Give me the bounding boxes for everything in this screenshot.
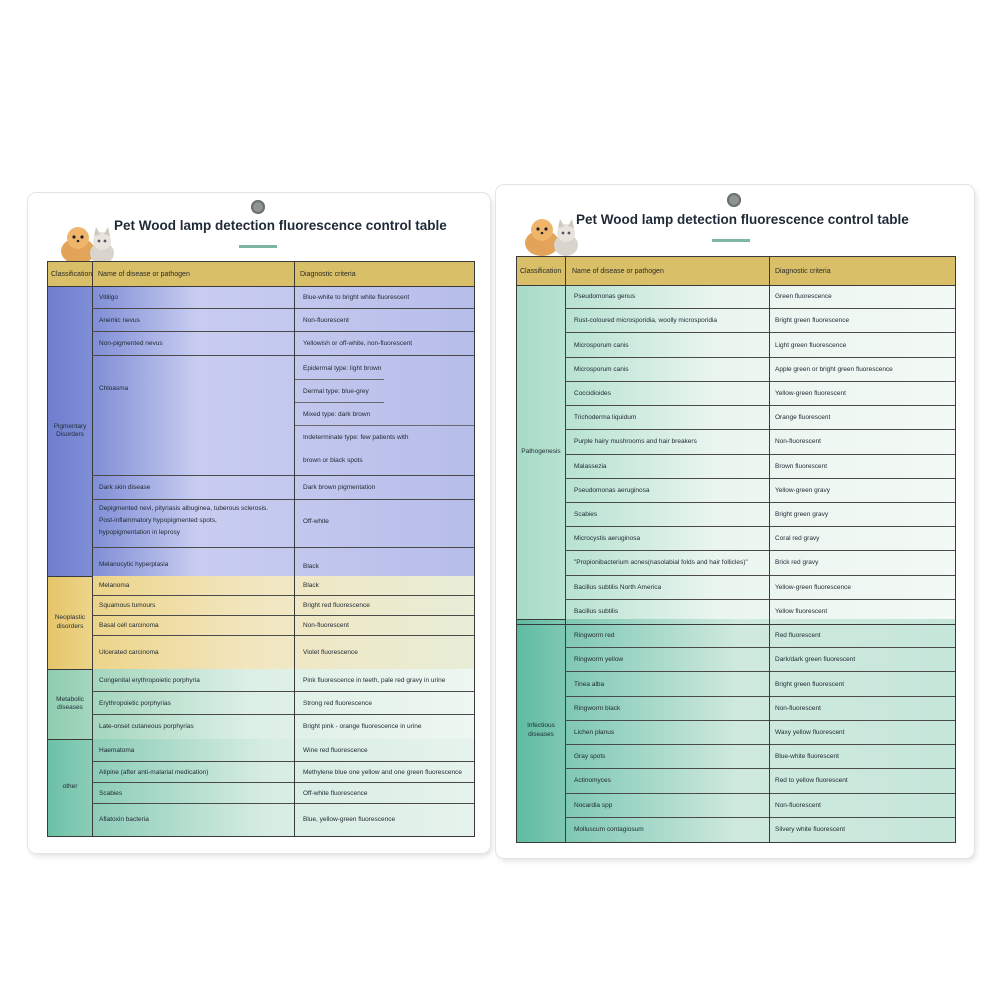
criteria-line: Bright pink - orange fluorescence in urine xyxy=(303,723,422,730)
pathogen-name: "Propionibacterium acnes(nasolabial folds and hair follicles)" xyxy=(574,559,748,567)
table-row xyxy=(92,500,474,548)
name-line: Aflatoxin bacteria xyxy=(99,816,149,823)
diagnostic-criteria: Light green fluorescence xyxy=(775,341,847,349)
group-label: Pathogenesis xyxy=(521,447,561,455)
table-row xyxy=(92,309,474,332)
fluorescence-table xyxy=(516,256,956,843)
disease-name xyxy=(99,746,134,755)
name-line: Melanoma xyxy=(99,582,130,589)
disease-name xyxy=(99,699,171,708)
criteria-line: Yellowish or off-white, non-fluorescent xyxy=(303,340,413,347)
page-title: Pet Wood lamp detection fluorescence control table xyxy=(576,212,909,227)
criteria-divider xyxy=(294,379,384,380)
pathogen-name: Molluscum contagiosum xyxy=(574,825,644,833)
table-row xyxy=(565,721,955,745)
table-row xyxy=(565,794,955,818)
diagnostic-criteria: Brick red gravy xyxy=(775,559,819,567)
header-divider xyxy=(92,262,93,286)
diagnostic-criteria: Silvery white fluorescent xyxy=(775,825,846,833)
table-row xyxy=(565,600,955,623)
diagnostic-criteria: Waxy yellow fluorescent xyxy=(775,729,845,736)
name-line: Depigmented nevi, pityriasis albuginea, tuberous sclerosis. xyxy=(99,505,269,512)
table-row xyxy=(92,356,474,476)
diagnostic-criteria: Brown fluorescent xyxy=(775,462,828,470)
table-row xyxy=(565,624,955,648)
table-header xyxy=(517,257,955,286)
disease-name xyxy=(99,815,149,824)
criteria-line: Black xyxy=(303,563,319,570)
pathogen-name: Microsporum canis xyxy=(574,365,629,373)
group-label: disorders xyxy=(56,622,84,630)
diagnostic-criteria: Yellow-green gravy xyxy=(775,486,831,494)
pathogen-name: Bacillus subtilis xyxy=(574,607,619,615)
table-row xyxy=(565,406,955,430)
header-divider xyxy=(565,257,566,285)
pathogen-name: Nocardia spp xyxy=(574,801,613,809)
criteria-line: Blue-white to bright white fluorescent xyxy=(303,293,410,301)
table-row xyxy=(92,739,474,762)
header-divider xyxy=(294,262,295,286)
title-underline xyxy=(712,239,750,242)
disease-name xyxy=(99,601,155,610)
table-row xyxy=(565,285,955,309)
criteria-line: Violet fluorescence xyxy=(303,648,358,656)
diagnostic-criteria: Orange fluorescent xyxy=(775,414,831,422)
header-divider xyxy=(769,257,770,285)
header-criteria: Diagnostic criteria xyxy=(300,271,356,278)
table-row xyxy=(92,476,474,500)
table-row xyxy=(565,358,955,382)
criteria-line: Blue, yellow-green fluorescence xyxy=(303,816,396,823)
group-label: Infectious xyxy=(527,722,555,730)
left-card xyxy=(28,193,490,853)
group-label: Pigmentary xyxy=(53,422,87,430)
column-divider xyxy=(769,285,770,842)
group-label: diseases xyxy=(528,730,554,738)
pathogen-name: Ringworm yellow xyxy=(574,656,624,664)
diagnostic-criteria: Bright green gravy xyxy=(775,511,829,519)
table-row xyxy=(92,715,474,738)
criteria-line: Pink fluorescence in teeth, pale red gravy in urine xyxy=(303,676,446,684)
hang-hole xyxy=(727,193,741,207)
disease-name xyxy=(99,621,159,630)
name-line: Vitiligo xyxy=(99,293,119,301)
group-other xyxy=(48,739,93,836)
name-line: Post-inflammatory hypopigmented spots, xyxy=(99,517,217,525)
group-neoplastic xyxy=(48,576,93,670)
table-row xyxy=(92,804,474,835)
table-row xyxy=(565,672,955,696)
disease-name xyxy=(99,676,200,685)
criteria-divider xyxy=(294,402,384,403)
criteria-line: Epidermal type: light brown xyxy=(303,365,382,372)
table-row xyxy=(92,576,474,596)
diagnostic-criteria xyxy=(303,601,370,610)
diagnostic-criteria xyxy=(303,789,368,798)
pathogen-name: Tinea alba xyxy=(574,680,605,688)
criteria-line: Mixed type: dark brown xyxy=(303,411,371,418)
disease-name xyxy=(99,483,150,492)
criteria-line: Bright red fluorescence xyxy=(303,602,370,609)
diagnostic-criteria: Yellow fluorescent xyxy=(775,607,828,615)
diagnostic-criteria xyxy=(303,676,445,685)
name-line: Haematoma xyxy=(99,746,135,754)
criteria-line: Non-fluorescent xyxy=(303,622,349,629)
table-row xyxy=(565,818,955,841)
diagnostic-criteria: Red fluorescent xyxy=(775,632,821,640)
header-classification: Classification xyxy=(51,271,93,278)
diagnostic-criteria: Yellow-green fluorescence xyxy=(775,583,852,591)
table-header xyxy=(48,262,474,287)
page-title: Pet Wood lamp detection fluorescence control table xyxy=(114,218,447,233)
table-row xyxy=(565,430,955,454)
pathogen-name: Microsporum canis xyxy=(574,341,629,349)
group-label: Disorders xyxy=(56,431,84,438)
diagnostic-criteria: Non-fluorescent xyxy=(775,704,821,712)
group-label: other xyxy=(62,783,78,791)
table-row xyxy=(92,762,474,783)
pathogen-name: Microcystis aeruginosa xyxy=(574,535,641,543)
diagnostic-criteria: Apple green or bright green fluorescence xyxy=(775,365,893,373)
criteria-line: Black xyxy=(303,582,319,589)
disease-name xyxy=(99,293,118,302)
header-name: Name of disease or pathogen xyxy=(572,268,664,275)
group-label: Neoplastic xyxy=(54,614,86,622)
criteria-line: Methylene blue one yellow and one green fluorescence xyxy=(303,768,462,776)
disease-name xyxy=(99,504,268,540)
name-line: Scabies xyxy=(99,789,123,797)
diagnostic-criteria: Non-fluorescent xyxy=(775,438,821,446)
pet-photo-icon xyxy=(522,213,582,257)
table-row xyxy=(565,479,955,503)
disease-name xyxy=(99,316,140,325)
criteria-line: Dark brown pigmentation xyxy=(303,484,376,491)
table-row xyxy=(565,551,955,575)
group-label: diseases xyxy=(57,704,83,711)
title-underline xyxy=(239,245,277,248)
diagnostic-criteria: Green fluorescence xyxy=(775,293,832,301)
name-line: Chloasma xyxy=(99,385,129,392)
pathogen-name: Purple hairy mushrooms and hair breakers xyxy=(574,438,697,446)
diagnostic-criteria xyxy=(303,364,409,479)
name-line: Dark skin disease xyxy=(99,484,151,491)
pathogen-name: Malassezia xyxy=(574,462,607,470)
criteria-line: Strong red fluorescence xyxy=(303,699,373,707)
name-line: Basal cell carcinoma xyxy=(99,622,159,629)
pathogen-name: Rust-coloured microsporidia, woolly microsporidia xyxy=(574,317,718,325)
pathogen-name: Trichoderma liquidum xyxy=(574,414,637,422)
diagnostic-criteria: Yellow-green fluorescent xyxy=(775,389,846,397)
group-label: Metabolic xyxy=(56,695,84,703)
table-row xyxy=(565,309,955,333)
disease-name xyxy=(99,722,194,731)
name-line: Squamous tumours xyxy=(99,602,156,609)
diagnostic-criteria xyxy=(303,483,375,492)
table-row xyxy=(92,783,474,804)
diagnostic-criteria: Coral red gravy xyxy=(775,535,820,543)
diagnostic-criteria: Red to yellow fluorescent xyxy=(775,777,848,785)
pathogen-name: Pseudomonas genus xyxy=(574,293,636,301)
name-line: hypopigmentation in leprosy xyxy=(99,529,180,537)
diagnostic-criteria xyxy=(303,517,329,526)
pathogen-name: Ringworm black xyxy=(574,704,621,712)
table-row xyxy=(565,527,955,551)
table-row xyxy=(565,382,955,406)
table-row xyxy=(92,286,474,309)
header-name: Name of disease or pathogen xyxy=(98,271,190,278)
criteria-line: Non-fluorescent xyxy=(303,316,349,324)
name-line: Ulcerated carcinoma xyxy=(99,648,159,656)
header-classification: Classification xyxy=(520,268,562,275)
diagnostic-criteria: Bright green fluorescence xyxy=(775,317,850,325)
column-divider xyxy=(294,286,295,836)
header-criteria: Diagnostic criteria xyxy=(775,268,831,275)
diagnostic-criteria: Non-fluorescent xyxy=(775,801,821,809)
diagnostic-criteria xyxy=(303,316,349,325)
diagnostic-criteria xyxy=(303,768,462,777)
diagnostic-criteria: Bright green fluorescent xyxy=(775,680,845,688)
disease-name xyxy=(99,384,128,393)
diagnostic-criteria: Blue-white fluorescent xyxy=(775,753,839,761)
disease-name xyxy=(99,648,159,657)
diagnostic-criteria xyxy=(303,293,409,302)
pathogen-name: Lichen planus xyxy=(574,729,615,736)
table-row xyxy=(565,697,955,721)
criteria-divider xyxy=(294,425,474,426)
hang-hole xyxy=(251,200,265,214)
table-row xyxy=(565,745,955,769)
table-row xyxy=(92,616,474,636)
diagnostic-criteria xyxy=(303,746,368,755)
table-row xyxy=(92,692,474,715)
group-infectious xyxy=(517,619,566,842)
pathogen-name: Actinomyces xyxy=(574,777,611,785)
name-line: Late-onset cutaneous porphyrias xyxy=(99,723,194,730)
criteria-line: Indeterminate type: few patients with xyxy=(303,434,409,441)
pathogen-name: Coccidioides xyxy=(574,389,611,397)
name-line: Anemic nevus xyxy=(99,316,140,324)
table-row xyxy=(565,503,955,527)
name-line: Melanocytic hyperplasia xyxy=(99,561,169,568)
disease-name xyxy=(99,560,168,569)
diagnostic-criteria xyxy=(303,581,319,590)
criteria-line: Dermal type: blue-grey xyxy=(303,388,369,395)
diagnostic-criteria: Dark/dark green fluorescent xyxy=(775,656,856,664)
pathogen-name: Ringworm red xyxy=(574,632,615,640)
table-row xyxy=(92,636,474,668)
pathogen-name: Bacillus subtilis North America xyxy=(574,583,662,591)
pet-photo-icon xyxy=(58,221,118,265)
group-divider xyxy=(517,624,955,625)
table-row xyxy=(565,333,955,357)
table-row xyxy=(565,769,955,793)
diagnostic-criteria xyxy=(303,815,395,824)
table-row xyxy=(92,669,474,692)
name-line: Erythropoietic porphyrias xyxy=(99,699,171,707)
table-row xyxy=(565,576,955,600)
diagnostic-criteria xyxy=(303,621,349,630)
pathogen-name: Scabies xyxy=(574,511,598,519)
disease-name xyxy=(99,581,129,590)
name-line: Atipine (after anti-malarial medication) xyxy=(99,768,209,776)
right-card xyxy=(496,185,974,858)
group-pigmentary xyxy=(48,286,93,577)
diagnostic-criteria xyxy=(303,339,412,348)
diagnostic-criteria xyxy=(303,722,422,731)
table-row xyxy=(92,332,474,356)
diagnostic-criteria xyxy=(303,562,319,571)
fluorescence-table xyxy=(47,261,475,837)
table-row xyxy=(92,548,474,575)
table-row xyxy=(565,455,955,479)
pathogen-name: Pseudomonas aeruginosa xyxy=(574,486,650,494)
table-row xyxy=(92,596,474,616)
pathogen-name: Gray spots xyxy=(574,753,606,761)
diagnostic-criteria xyxy=(303,699,372,708)
criteria-line: brown or black spots xyxy=(303,457,363,464)
criteria-line: Off-white xyxy=(303,518,329,525)
name-line: Non-pigmented nevus xyxy=(99,340,163,347)
disease-name xyxy=(99,339,163,348)
criteria-line: Off-white fluorescence xyxy=(303,789,368,797)
diagnostic-criteria xyxy=(303,648,358,657)
disease-name xyxy=(99,768,208,777)
group-pathogenesis xyxy=(517,285,566,620)
group-metabolic xyxy=(48,669,93,740)
criteria-line: Wine red fluorescence xyxy=(303,746,368,754)
disease-name xyxy=(99,789,122,798)
table-row xyxy=(565,648,955,672)
name-line: Congenital erythropoietic porphyria xyxy=(99,676,200,684)
